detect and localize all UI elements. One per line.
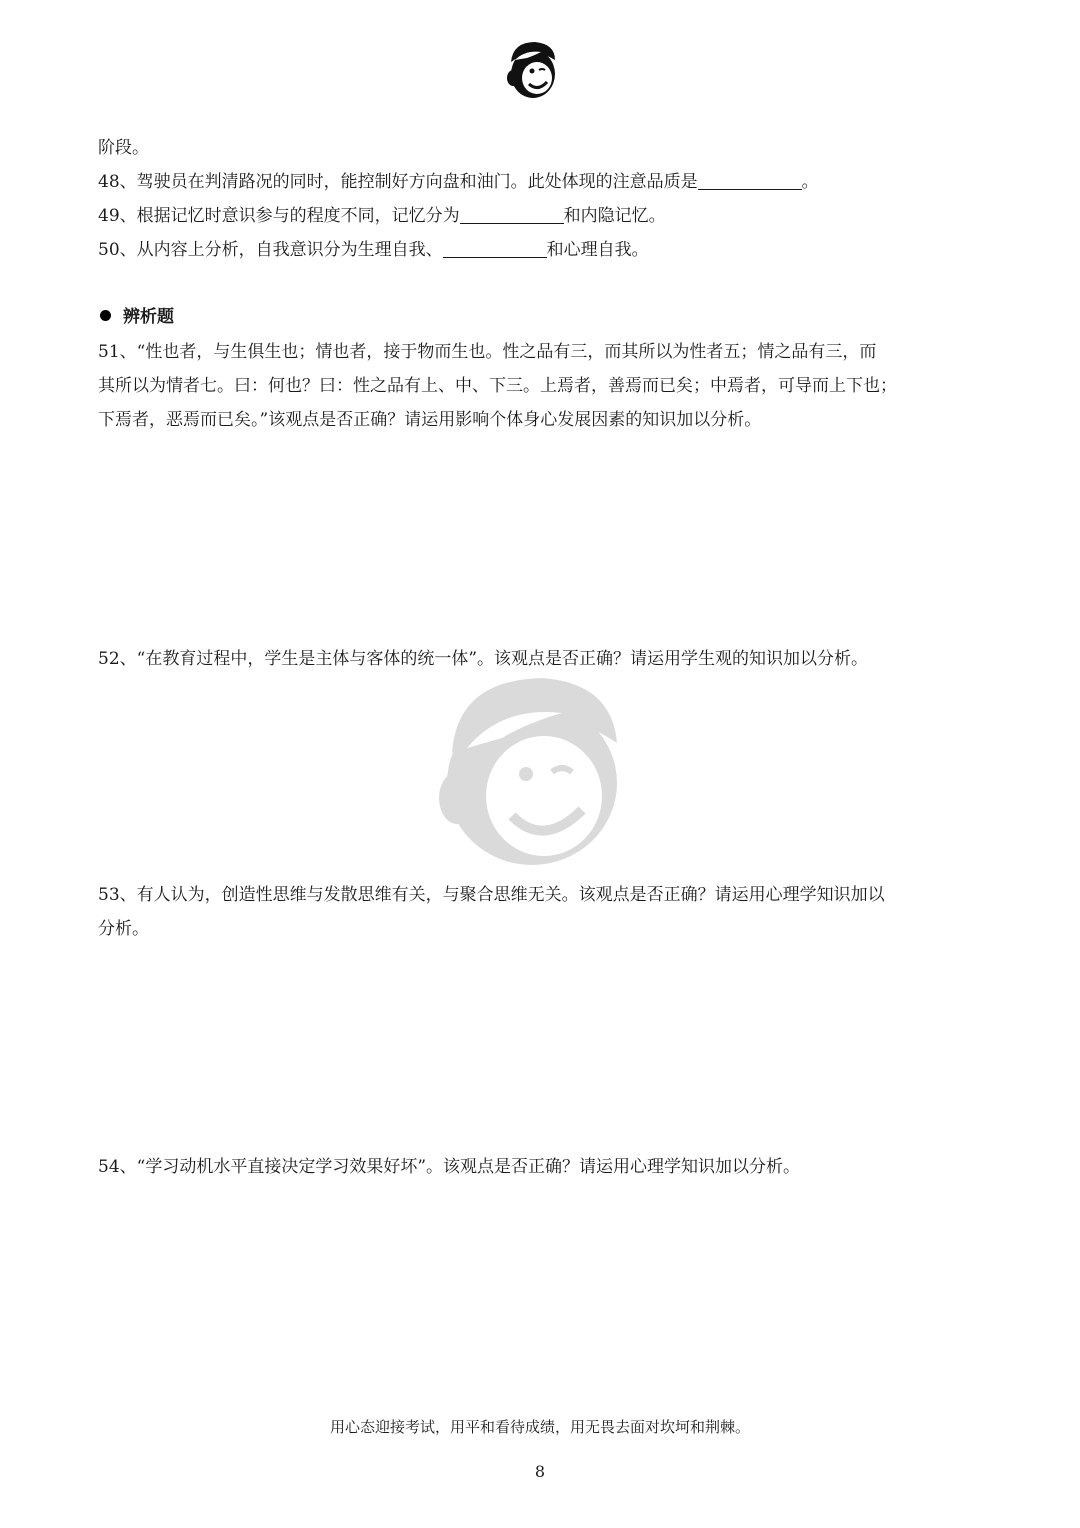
answer-blank[interactable] (443, 239, 547, 258)
question-text: 49、根据记忆时意识参与的程度不同，记忆分为 (98, 206, 460, 226)
question-54 (98, 1156, 800, 1178)
question-suffix: 和内隐记忆。 (563, 206, 666, 226)
question-52 (98, 648, 868, 670)
question-53-line-2 (98, 918, 149, 940)
question-suffix: 和心理自我。 (546, 240, 649, 260)
line-text: 阶段。 (98, 138, 149, 158)
question-text: 下焉者，恶焉而已矣。”该观点是否正确？请运用影响个体身心发展因素的知识加以分析。 (98, 410, 762, 430)
answer-blank[interactable] (698, 171, 802, 190)
answer-blank[interactable] (460, 205, 564, 224)
question-text: 54、“学习动机水平直接决定学习效果好坏”。该观点是否正确？请运用心理学知识加以分析。 (98, 1157, 801, 1177)
question-51-line-3 (98, 409, 761, 431)
monkey-watermark-icon (432, 668, 632, 868)
bullet-icon (100, 310, 111, 321)
question-text: 51、“性也者，与生俱生也；情也者，接于物而生也。性之品有三，而其所以为性者五；情之品有三，而 (98, 342, 877, 362)
question-text: 53、有人认为，创造性思维与发散思维有关，与聚合思维无关。该观点是否正确？请运用心理学知识加以 (98, 885, 885, 905)
question-53-line-1 (98, 884, 885, 906)
question-text: 分析。 (98, 919, 149, 939)
question-text: 52、“在教育过程中，学生是主体与客体的统一体”。该观点是否正确？请运用学生观的知识加以分析。 (98, 649, 869, 669)
question-text: 50、从内容上分析，自我意识分为生理自我、 (98, 240, 443, 260)
question-49 (98, 205, 666, 227)
question-48 (98, 171, 819, 193)
question-50 (98, 239, 649, 261)
question-51-line-2 (98, 375, 897, 397)
text-line-stage (98, 137, 149, 159)
monkey-logo-icon (503, 38, 563, 100)
question-text: 48、驾驶员在判清路况的同时，能控制好方向盘和油门。此处体现的注意品质是 (98, 172, 698, 192)
question-suffix: 。 (801, 172, 819, 192)
section-heading (100, 306, 174, 328)
page-number: 8 (534, 1462, 546, 1481)
question-text: 其所以为情者七。曰：何也？曰：性之品有上、中、下三。上焉者，善焉而已矣；中焉者，可导而上下也； (98, 376, 897, 396)
question-51-line-1 (98, 341, 876, 363)
section-title: 辨析题 (123, 307, 174, 327)
footer-motto: 用心态迎接考试，用平和看待成绩，用无畏去面对坎坷和荆棘。 (329, 1418, 750, 1436)
